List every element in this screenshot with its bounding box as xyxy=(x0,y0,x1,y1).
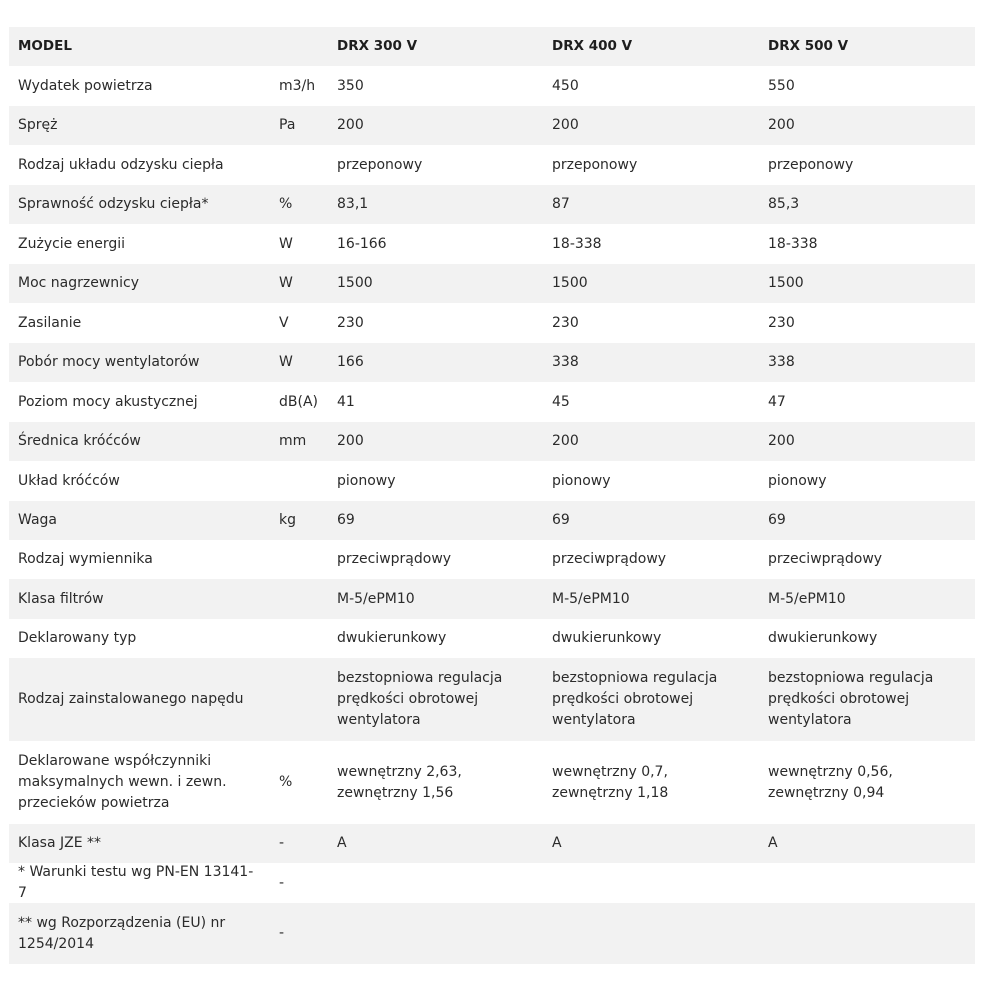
row-value-model-3: 69 xyxy=(768,512,786,528)
row-label: Klasa filtrów xyxy=(18,590,104,607)
row-value-model-1: 1500 xyxy=(337,275,373,291)
row-value-model-2: wewnętrzny 0,7, zewnętrzny 1,18 xyxy=(552,763,669,801)
row-unit: - xyxy=(279,925,285,941)
row-value-model-2: 45 xyxy=(552,393,570,410)
table-row xyxy=(9,382,975,422)
row-unit: - xyxy=(279,835,285,851)
row-value-model-1: 69 xyxy=(337,512,355,528)
row-value-model-1: 41 xyxy=(337,393,355,410)
row-value-model-2: 338 xyxy=(552,354,579,370)
row-unit: W xyxy=(279,354,293,370)
row-label: ** wg Rozporządzenia (EU) nr 1254/2014 xyxy=(18,914,226,952)
row-label: Rodzaj wymiennika xyxy=(18,551,153,567)
row-value-model-3: 200 xyxy=(768,117,795,133)
row-label: Średnica króćców xyxy=(18,433,141,449)
row-value-model-2: 230 xyxy=(552,314,579,331)
header-model-2: DRX 400 V xyxy=(552,38,633,54)
row-value-model-1: pionowy xyxy=(337,472,396,489)
row-unit: W xyxy=(279,275,293,291)
row-unit: - xyxy=(279,874,285,891)
row-label: Pobór mocy wentylatorów xyxy=(18,354,200,370)
row-value-model-1: 16-166 xyxy=(337,235,387,252)
row-value-model-2: M-5/ePM10 xyxy=(552,590,630,607)
row-label: Klasa JZE ** xyxy=(18,835,101,851)
row-value-model-3: A xyxy=(768,835,778,851)
row-label: Rodzaj układu odzysku ciepła xyxy=(18,156,224,173)
row-value-model-2: dwukierunkowy xyxy=(552,630,662,646)
table-row xyxy=(9,106,975,145)
row-unit: dB(A) xyxy=(279,393,318,410)
table-header-row xyxy=(9,27,975,66)
row-value-model-3: pionowy xyxy=(768,472,827,489)
row-value-model-2: 1500 xyxy=(552,275,588,291)
row-value-model-1: przeponowy xyxy=(337,156,423,173)
row-value-model-1: A xyxy=(337,835,347,851)
row-value-model-3: dwukierunkowy xyxy=(768,630,878,646)
table-row xyxy=(9,66,975,106)
row-label: Układ króćców xyxy=(18,472,120,489)
row-value-model-1: 350 xyxy=(337,77,364,94)
row-value-model-1: 83,1 xyxy=(337,196,369,212)
row-value-model-2: przeciwprądowy xyxy=(552,551,667,567)
row-value-model-3: 338 xyxy=(768,354,795,370)
table-body xyxy=(9,66,975,964)
row-unit: kg xyxy=(279,512,296,528)
row-value-model-1: 230 xyxy=(337,314,364,331)
table-row xyxy=(9,422,975,461)
row-value-model-2: bezstopniowa regulacja prędkości obrotowej wentylatora xyxy=(552,670,718,728)
row-value-model-3: przeponowy xyxy=(768,156,854,173)
row-value-model-1: wewnętrzny 2,63, zewnętrzny 1,56 xyxy=(337,763,462,801)
row-unit: % xyxy=(279,774,293,790)
table-row xyxy=(9,264,975,303)
row-label: Deklarowane współczynniki maksymalnych wewn. i zewn. przecieków powietrza xyxy=(18,753,227,811)
row-label: Spręż xyxy=(18,117,58,133)
row-value-model-3: wewnętrzny 0,56, zewnętrzny 0,94 xyxy=(768,763,893,801)
row-label: Waga xyxy=(18,512,57,528)
table-row xyxy=(9,461,975,501)
row-value-model-2: 18-338 xyxy=(552,235,602,252)
header-label: MODEL xyxy=(18,38,72,54)
row-value-model-2: 87 xyxy=(552,196,570,212)
row-label: Moc nagrzewnicy xyxy=(18,275,140,291)
row-label: Poziom mocy akustycznej xyxy=(18,393,198,410)
row-value-model-2: pionowy xyxy=(552,472,611,489)
row-value-model-1: 200 xyxy=(337,433,364,449)
row-value-model-2: 200 xyxy=(552,433,579,449)
row-label: * Warunki testu wg PN-EN 13141-7 xyxy=(18,864,254,901)
table-row xyxy=(9,501,975,540)
row-label: Deklarowany typ xyxy=(18,630,137,646)
row-label: Wydatek powietrza xyxy=(18,77,153,94)
table-row xyxy=(9,343,975,382)
row-value-model-1: M-5/ePM10 xyxy=(337,590,415,607)
row-value-model-1: przeciwprądowy xyxy=(337,551,452,567)
row-value-model-1: 200 xyxy=(337,117,364,133)
spec-table xyxy=(9,27,975,964)
row-unit: Pa xyxy=(279,117,296,133)
table-row xyxy=(9,741,975,824)
row-value-model-3: 47 xyxy=(768,393,786,410)
row-value-model-3: przeciwprądowy xyxy=(768,551,883,567)
row-label: Sprawność odzysku ciepła* xyxy=(18,196,209,212)
table-row xyxy=(9,145,975,185)
row-value-model-3: 18-338 xyxy=(768,235,818,252)
row-unit: V xyxy=(279,314,289,331)
table-row xyxy=(9,224,975,264)
row-value-model-1: dwukierunkowy xyxy=(337,630,447,646)
row-value-model-2: przeponowy xyxy=(552,156,638,173)
row-value-model-3: 550 xyxy=(768,77,795,94)
table-row xyxy=(9,303,975,343)
table-row xyxy=(9,824,975,863)
row-value-model-1: bezstopniowa regulacja prędkości obrotowej wentylatora xyxy=(337,670,503,728)
row-value-model-2: 69 xyxy=(552,512,570,528)
row-value-model-2: 200 xyxy=(552,117,579,133)
header-model-1: DRX 300 V xyxy=(337,38,418,54)
header-model-3: DRX 500 V xyxy=(768,38,849,54)
table-row xyxy=(9,658,975,741)
table-row xyxy=(9,540,975,579)
row-unit: mm xyxy=(279,433,307,449)
row-value-model-3: 230 xyxy=(768,314,795,331)
row-label: Zasilanie xyxy=(18,314,82,331)
row-value-model-3: 85,3 xyxy=(768,196,800,212)
table-row xyxy=(9,619,975,658)
table-row xyxy=(9,863,975,903)
row-unit: W xyxy=(279,235,293,252)
row-label: Zużycie energii xyxy=(18,235,126,252)
row-unit: m3/h xyxy=(279,77,316,94)
row-unit: % xyxy=(279,196,293,212)
row-value-model-2: 450 xyxy=(552,77,579,94)
row-value-model-1: 166 xyxy=(337,354,364,370)
row-value-model-3: bezstopniowa regulacja prędkości obrotowej wentylatora xyxy=(768,670,934,728)
table-row xyxy=(9,903,975,964)
table-row xyxy=(9,579,975,619)
row-value-model-2: A xyxy=(552,835,562,851)
row-value-model-3: 1500 xyxy=(768,275,804,291)
row-value-model-3: 200 xyxy=(768,433,795,449)
row-value-model-3: M-5/ePM10 xyxy=(768,590,846,607)
table-row xyxy=(9,185,975,224)
row-label: Rodzaj zainstalowanego napędu xyxy=(18,691,244,707)
